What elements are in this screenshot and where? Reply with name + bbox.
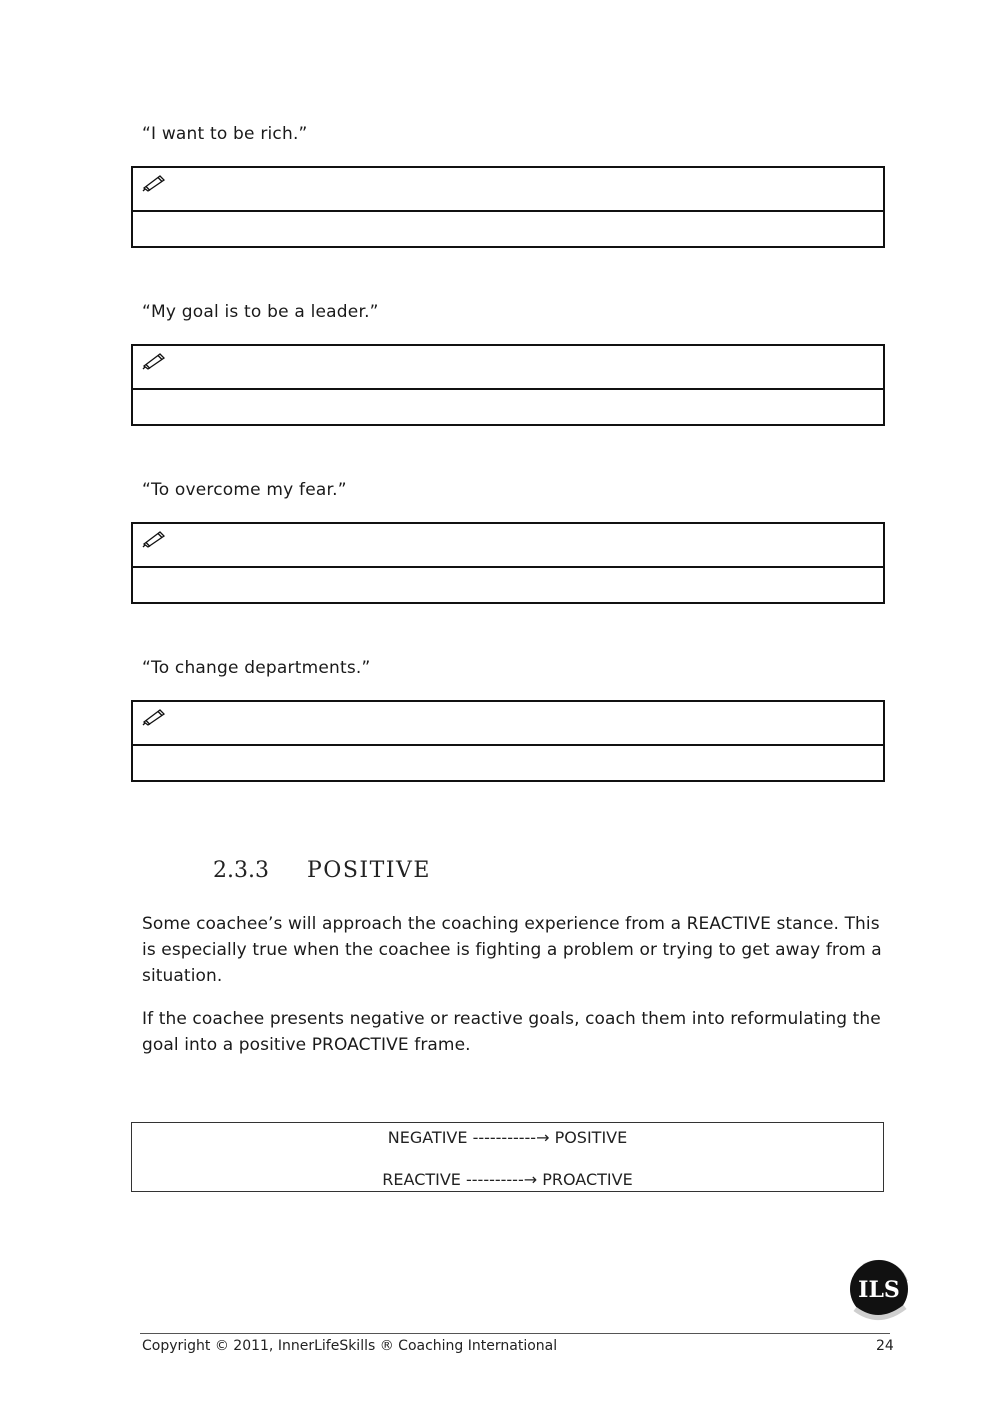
answer-box[interactable] — [131, 522, 885, 604]
footer-divider — [140, 1333, 890, 1334]
answer-box[interactable] — [131, 344, 885, 426]
pencil-icon — [141, 172, 167, 192]
pencil-icon — [141, 706, 167, 726]
answer-line-1[interactable] — [133, 524, 883, 568]
body-paragraph-1: Some coachee’s will approach the coaching experience from a REACTIVE stance. This is especially true when the coachee is fighting a problem or trying to get away from a situation. — [142, 914, 882, 986]
exercise-quote: “I want to be rich.” — [142, 124, 308, 144]
section-heading — [213, 858, 431, 883]
pencil-icon — [141, 528, 167, 548]
logo-text: ILS — [858, 1277, 900, 1303]
answer-box[interactable] — [131, 700, 885, 782]
page-number: 24 — [876, 1338, 894, 1354]
pencil-icon — [141, 350, 167, 370]
exercise-quote: “My goal is to be a leader.” — [142, 302, 379, 322]
exercise-quote: “To change departments.” — [142, 658, 371, 678]
answer-line-1[interactable] — [133, 346, 883, 390]
body-paragraph-2: If the coachee presents negative or reactive goals, coach them into reformulating the goal into a positive PROACTIVE frame. — [142, 1009, 881, 1055]
reframe-line-negative-positive: NEGATIVE -----------→ POSITIVE — [387, 1128, 628, 1147]
answer-box[interactable] — [131, 166, 885, 248]
exercise-quote: “To overcome my fear.” — [142, 480, 347, 500]
reframe-line-reactive-proactive: REACTIVE ----------→ PROACTIVE — [382, 1170, 633, 1189]
footer-copyright: Copyright © 2011, InnerLifeSkills ® Coaching International — [142, 1338, 558, 1354]
answer-line-1[interactable] — [133, 702, 883, 746]
reframe-box — [131, 1122, 884, 1192]
answer-line-1[interactable] — [133, 168, 883, 212]
section-title: POSITIVE — [307, 858, 431, 883]
ils-logo — [849, 1257, 909, 1323]
section-number: 2.3.3 — [213, 858, 269, 883]
